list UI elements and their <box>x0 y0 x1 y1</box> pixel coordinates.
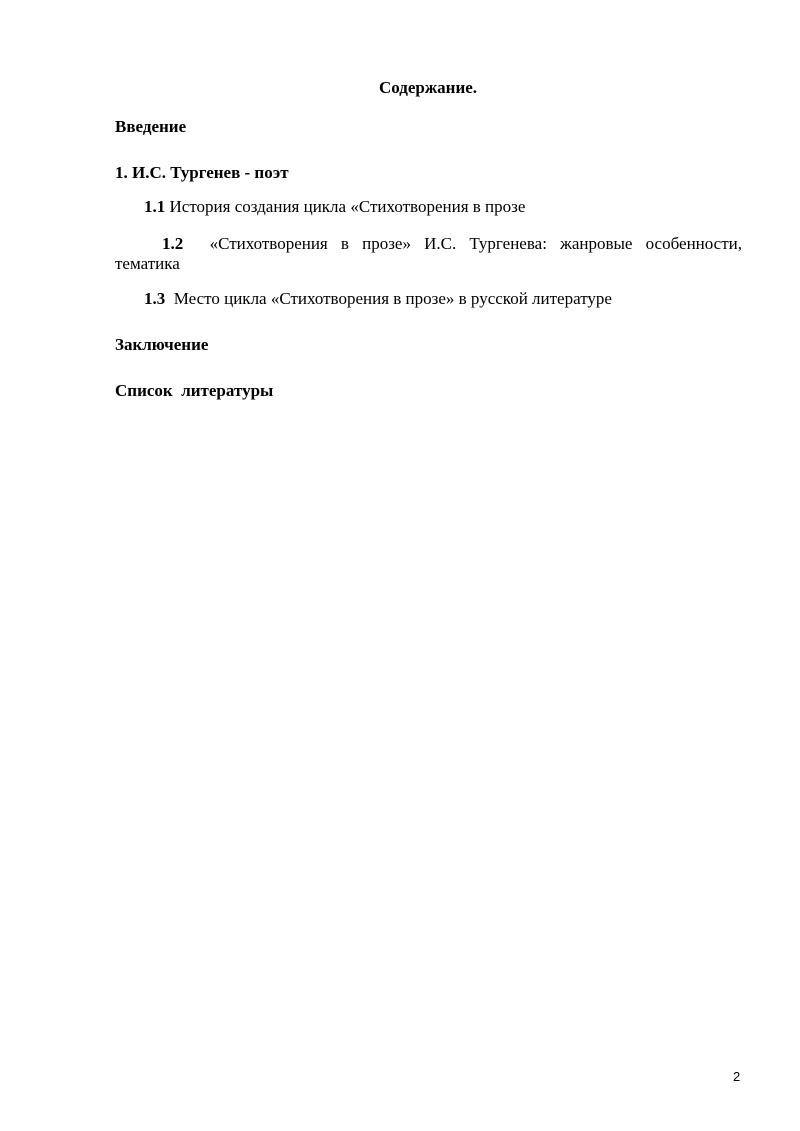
section-text-line-1: «Стихотворения в прозе» И.С. Тургенева: жанровые особенности, <box>209 234 743 253</box>
toc-section-1-3 <box>144 289 612 309</box>
toc-conclusion: Заключение <box>115 335 209 354</box>
section-line-1 <box>115 234 742 254</box>
toc-title: Содержание. <box>378 78 478 97</box>
section-number: 1.1 <box>144 197 166 216</box>
section-number: 1.2 <box>162 234 184 253</box>
section-text: История создания цикла «Стихотворения в прозе <box>169 197 526 216</box>
page-number: 2 <box>733 1069 741 1084</box>
toc-introduction: Введение <box>115 117 187 136</box>
section-text: Место цикла «Стихотворения в прозе» в русской литературе <box>173 289 612 308</box>
section-number: 1.3 <box>144 289 166 308</box>
toc-section-1-2 <box>115 234 742 274</box>
toc-section-1-1 <box>144 197 525 217</box>
toc-chapter-1-heading: 1. И.С. Тургенев - поэт <box>115 163 289 182</box>
toc-bibliography: Список литературы <box>115 381 274 400</box>
section-text-line-2: тематика <box>115 254 180 273</box>
